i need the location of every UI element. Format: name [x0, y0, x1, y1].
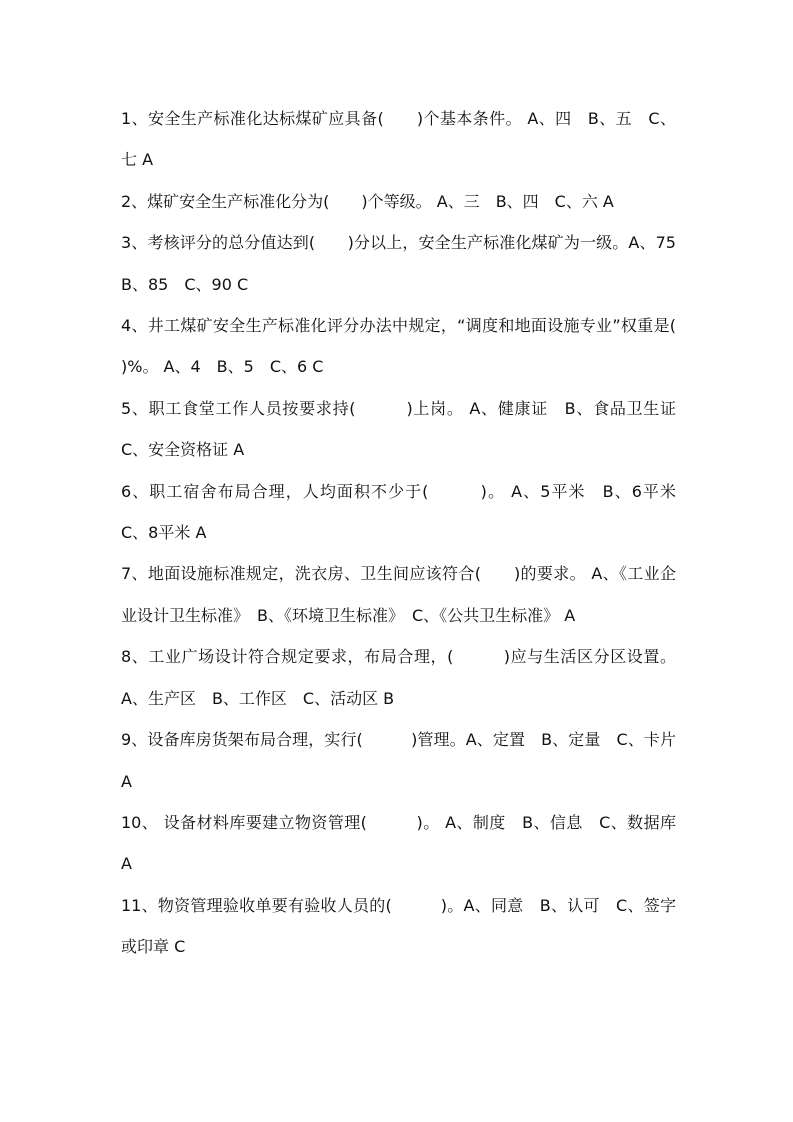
question-8: 8、工业广场设计符合规定要求，布局合理，( )应与生活区分区设置。 A、生产区 B、工作区 C、活动区 B	[121, 647, 676, 708]
question-11: 11、物资管理验收单要有验收人员的( )。A、同意 B、认可 C、签字或印章 C	[121, 895, 676, 957]
question-10: 10、 设备材料库要建立物资管理( )。 A、制度 B、信息 C、数据库 A	[121, 812, 676, 874]
question-list	[121, 98, 709, 968]
question-2: 2、煤矿安全生产标准化分为( )个等级。 A、三 B、四 C、六 A	[121, 191, 614, 211]
question-7: 7、地面设施标准规定，洗衣房、卫生间应该符合( )的要求。 A、《工业企业设计卫生标准》 B、《环境卫生标准》 C、《公共卫生标准》 A	[121, 564, 676, 625]
question-9: 9、设备库房货架布局合理，实行( )管理。A、定置 B、定量 C、卡片 A	[121, 730, 676, 791]
question-3: 3、考核评分的总分值达到( )分以上，安全生产标准化煤矿为一级。A、75 B、85 C、90 C	[121, 233, 693, 294]
question-1: 1、安全生产标准化达标煤矿应具备( )个基本条件。 A、四 B、五 C、七 A	[121, 109, 676, 170]
question-5: 5、职工食堂工作人员按要求持( )上岗。 A、健康证 B、食品卫生证 C、安全资格证 A	[121, 398, 693, 460]
question-6: 6、职工宿舍布局合理，人均面积不少于( )。 A、5平米 B、6平米 C、8平米 A	[121, 481, 693, 543]
question-4: 4、井工煤矿安全生产标准化评分办法中规定，“调度和地面设施专业”权重是( )%。 A、4 B、5 C、6 C	[121, 316, 709, 377]
